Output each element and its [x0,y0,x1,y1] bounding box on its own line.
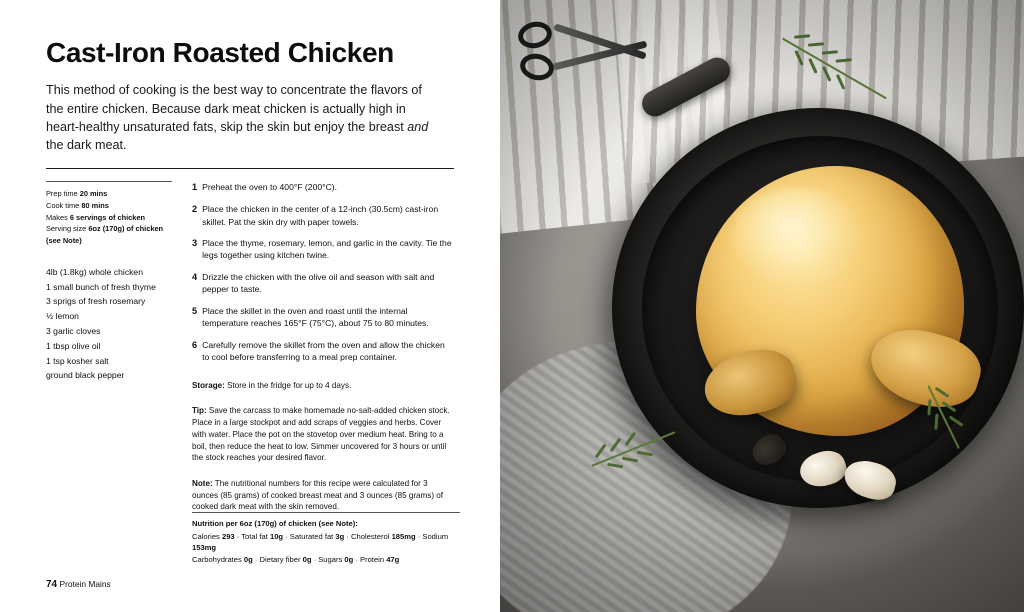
tip-label: Tip: [192,406,207,416]
intro-text-part2: the dark meat. [46,138,127,153]
prep-time-row [46,188,172,200]
recipe-intro [46,81,436,154]
step-number: 6 [192,339,198,350]
intro-emphasis: and [407,119,429,134]
nutrition-label: · Dietary fiber [252,555,303,565]
step-text: Drizzle the chicken with the olive oil and season with salt and pepper to taste. [202,271,435,295]
serving-size-value: 6oz (170g) of chicken [88,224,164,234]
nutrition-value: 0g [302,555,312,565]
makes-label: Makes [46,212,68,222]
ingredient-item: 1 small bunch of fresh thyme [46,281,156,292]
nutrition-title: Nutrition per 6oz (170g) of chicken (see Note): [192,518,358,528]
step-number: 3 [192,237,198,248]
recipe-step [192,339,454,364]
recipe-directions-column [190,181,454,513]
step-text: Place the chicken in the center of a 12-inch (30.5cm) cast-iron skillet. Pat the skin dry with paper towels. [202,204,439,227]
step-text: Place the skillet in the oven and roast until the internal temperature reaches 165°F (75°C), about 75 to 80 minutes. [202,305,429,329]
recipe-columns [46,181,454,513]
recipe-step [192,181,454,194]
nutrition-value: 293 [221,531,235,541]
kitchen-shears-icon [518,8,668,98]
makes-row [46,212,172,224]
page-number: 74 [46,579,58,590]
storage-block [192,380,454,392]
nutrition-label: · Saturated fat [283,531,336,541]
storage-label: Storage: [192,380,225,390]
tip-block [192,405,454,464]
steps-list [192,181,454,363]
ingredient-item: 1 tbsp olive oil [46,340,101,351]
step-number: 5 [192,305,198,316]
step-number: 1 [192,182,198,193]
nutrition-label: Carbohydrates [192,555,244,565]
cook-time-value: 80 mins [81,201,109,211]
ingredient-item: ground black pepper [46,370,125,381]
serving-size-label: Serving size [46,224,87,234]
recipe-step [192,237,454,262]
recipe-step [192,271,454,296]
recipe-text-page [0,0,500,612]
serving-size-note: (see Note) [46,236,82,246]
nutrition-value: 10g [269,531,284,541]
nutrition-divider [192,512,460,513]
recipe-photo-page [500,0,1024,612]
nutrition-label: Calories [192,531,222,541]
meta-divider [46,181,172,182]
chicken-highlight [732,188,862,284]
makes-value: 6 servings of chicken [69,212,146,222]
storage-text: Store in the fridge for up to 4 days. [224,380,352,390]
recipe-step [192,305,454,330]
ingredient-item: 1 tsp kosher salt [46,355,109,366]
nutrition-line-2 [192,554,460,566]
prep-time-label: Prep time [46,189,78,199]
nutrition-label: · Sodium [415,531,449,541]
step-text: Place the thyme, rosemary, lemon, and garlic in the cavity. Tie the legs together using kitchen twine. [202,237,452,261]
note-block [192,478,454,513]
ingredient-item: 3 sprigs of fresh rosemary [46,296,146,307]
recipe-meta [46,188,172,246]
prep-time-value: 20 mins [79,189,108,199]
step-number: 2 [192,204,198,215]
step-number: 4 [192,271,198,282]
food-photograph [500,0,1024,612]
recipe-step [192,203,454,228]
intro-text-part1: This method of cooking is the best way to concentrate the flavors of the entire chicken. Because dark meat chicken is actually high in heart-healthy unsaturated fats, skip the skin but enjoy the breast [46,83,422,134]
page-folio [46,579,111,590]
nutrition-label: · Cholesterol [344,531,392,541]
nutrition-value: 153mg [192,543,217,553]
section-name: Protein Mains [59,579,111,589]
nutrition-value: 47g [386,555,400,565]
cook-time-row [46,200,172,212]
nutrition-label: · Sugars [311,555,345,565]
nutrition-panel [192,512,460,566]
recipe-meta-column [46,181,172,513]
title-divider [46,168,454,169]
recipe-title: Cast-Iron Roasted Chicken [46,37,394,68]
note-text: The nutritional numbers for this recipe were calculated for 3 ounces (85 grams) of cooked breast meat and 3 ounces (85 grams) of cooked dark meat with the skin removed. [192,479,444,512]
ingredient-item: 3 garlic cloves [46,325,101,336]
tip-text: Save the carcass to make homemade no-salt-added chicken stock. Place in a large stockpot and add scraps of veggies and herbs. Cover with water. Place the pot on the stovetop over medium heat. Bring to a boil, then reduce the heat to low. Simmer uncovered for 3 hours or until the stock reaches your desired flavor. [192,406,450,463]
nutrition-label: · Protein [353,555,387,565]
cook-time-label: Cook time [46,201,80,211]
nutrition-label: · Total fat [234,531,270,541]
step-text: Preheat the oven to 400°F (200°C). [202,182,338,193]
nutrition-value: 185mg [391,531,416,541]
nutrition-value: 0g [344,555,354,565]
ingredients-list [46,265,172,383]
nutrition-line-1 [192,531,460,555]
ingredient-item: 4lb (1.8kg) whole chicken [46,266,143,277]
ingredient-item: ½ lemon [46,311,79,322]
step-text: Carefully remove the skillet from the oven and allow the chicken to cool before transferring to a meal prep container. [202,339,445,363]
note-label: Note: [192,479,213,489]
nutrition-value: 0g [243,555,253,565]
nutrition-value: 3g [335,531,345,541]
serving-size-row [46,223,172,235]
